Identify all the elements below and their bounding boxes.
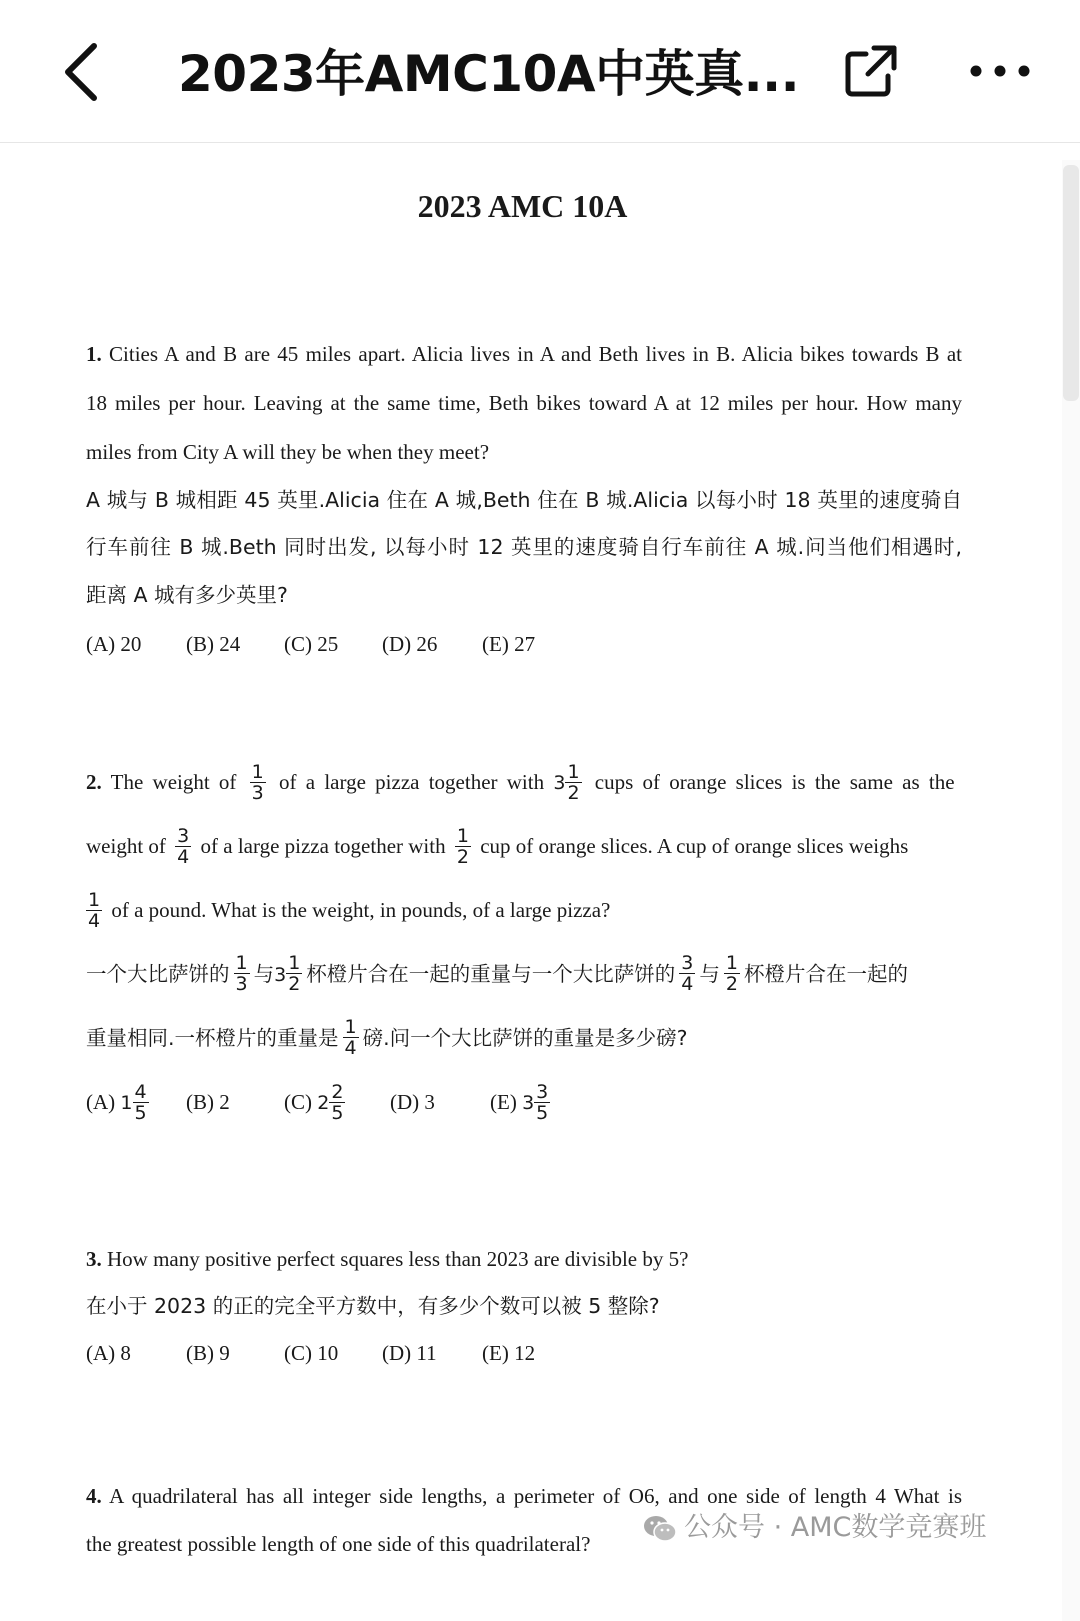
q3-text: How many positive perfect squares less than 2023 are divisible by 5? — [107, 1247, 689, 1271]
denominator: 2 — [567, 781, 580, 804]
denominator: 2 — [288, 972, 301, 995]
option-e: (E) 27 — [482, 632, 536, 656]
q2-text: of a pound. What is the weight, in pounds, of a large pizza? — [111, 898, 611, 922]
option-a — [86, 1070, 186, 1135]
q2-options — [86, 1070, 962, 1134]
denominator: 2 — [456, 845, 469, 868]
denominator: 3 — [251, 781, 264, 804]
numerator: 1 — [456, 824, 469, 847]
numerator: 1 — [344, 1015, 357, 1038]
option-b: (B) 24 — [186, 632, 241, 656]
question-number: 2. — [86, 770, 102, 794]
numerator: 2 — [331, 1080, 344, 1103]
q2-en-line-3 — [86, 878, 962, 942]
fraction — [679, 953, 695, 994]
denominator: 5 — [134, 1101, 147, 1124]
numerator: 3 — [536, 1080, 549, 1103]
option-label: (C) — [284, 1090, 312, 1114]
option-d: (D) 3 — [390, 1090, 435, 1114]
q2-text: cups of orange slices is the same as the — [594, 770, 955, 794]
q2-cn-text: 杯橙片合在一起的重量与一个大比萨饼的 — [306, 962, 676, 986]
q2-text: of a large pizza together with — [279, 770, 545, 794]
denominator: 5 — [536, 1101, 549, 1124]
q2-en-line-1 — [86, 750, 962, 814]
wechat-icon — [642, 1513, 678, 1545]
question-2 — [86, 750, 962, 1134]
chevron-left-icon — [58, 40, 110, 104]
q1-en-line-1 — [86, 330, 962, 379]
q1-cn-text: 行车前往 B 城.Beth 同时出发, 以每小时 12 英里的速度骑自行车前往 A 城.问当他们相遇时, — [86, 535, 962, 559]
option-c — [284, 1070, 390, 1135]
scrollbar-thumb[interactable] — [1063, 165, 1079, 401]
q2-cn-line-1 — [86, 942, 962, 1006]
q1-en-line-2: 18 miles per hour. Leaving at the same time, Beth bikes toward A at 12 miles per hour. How many — [86, 391, 962, 415]
fraction — [250, 762, 266, 803]
more-dots-icon — [968, 56, 1032, 86]
external-link-icon — [840, 42, 900, 102]
q1-options — [86, 627, 962, 667]
whole-number: 2 — [317, 1092, 330, 1114]
question-number: 1. — [86, 342, 102, 366]
watermark-text: 公众号 · AMC数学竞赛班 — [684, 1512, 987, 1543]
q3-cn-text: 在小于 2023 的正的完全平方数中，有多少个数可以被 5 整除? — [86, 1294, 660, 1318]
fraction — [175, 826, 191, 867]
fraction — [286, 953, 302, 994]
fraction — [86, 890, 102, 931]
numerator: 1 — [288, 951, 301, 974]
more-options-button[interactable] — [968, 56, 1032, 86]
q2-text: The weight of — [110, 770, 237, 794]
numerator: 1 — [235, 951, 248, 974]
q2-cn-text: 杯橙片合在一起的 — [743, 962, 908, 986]
fraction — [329, 1082, 345, 1123]
fraction — [133, 1082, 149, 1123]
option-label: (E) — [490, 1090, 517, 1114]
q4-en-line-2: the greatest possible length of one side of this quadrilateral? — [86, 1532, 591, 1556]
denominator: 4 — [344, 1036, 357, 1059]
option-a: (A) 8 — [86, 1341, 131, 1365]
denominator: 3 — [235, 972, 248, 995]
fraction — [724, 953, 740, 994]
option-c: (C) 10 — [284, 1341, 339, 1365]
denominator: 4 — [681, 972, 694, 995]
q1-cn-text: 距离 A 城有多少英里? — [86, 583, 288, 607]
question-number: 3. — [86, 1247, 102, 1271]
option-b: (B) 2 — [186, 1090, 230, 1114]
numerator: 1 — [251, 760, 264, 783]
q2-text: of a large pizza together with — [200, 834, 446, 858]
q2-cn-text: 一个大比萨饼的 — [86, 962, 230, 986]
fraction — [455, 826, 471, 867]
watermark — [642, 1506, 986, 1550]
q2-cn-text: 磅.问一个大比萨饼的重量是多少磅? — [362, 1026, 688, 1050]
document-title: 2023 AMC 10A — [417, 188, 628, 224]
option-label: (A) — [86, 1090, 116, 1114]
option-d: (D) 26 — [382, 632, 438, 656]
option-c: (C) 25 — [284, 632, 339, 656]
numerator: 1 — [567, 760, 580, 783]
numerator: 3 — [177, 824, 190, 847]
fraction — [343, 1017, 359, 1058]
q1-en-line-3: miles from City A will they be when they meet? — [86, 440, 490, 464]
q1-cn-text: A 城与 B 城相距 45 英里.Alicia 住在 A 城,Beth 住在 B 城.Alicia 以每小时 18 英里的速度骑自 — [86, 488, 962, 512]
numerator: 1 — [88, 888, 101, 911]
q2-en-line-2 — [86, 814, 962, 878]
q3-cn-line — [86, 1282, 962, 1330]
q4-text: A quadrilateral has all integer side lengths, a perimeter of O6, and one side of length 4 What is — [109, 1484, 962, 1508]
top-bar — [0, 0, 1080, 143]
q3-options — [86, 1336, 962, 1376]
denominator: 4 — [177, 845, 190, 868]
question-1 — [86, 330, 962, 667]
q1-cn-line-1 — [86, 477, 962, 523]
denominator: 2 — [725, 972, 738, 995]
question-3 — [86, 1236, 962, 1376]
share-button[interactable] — [840, 42, 900, 102]
q2-cn-text: 与 — [253, 962, 275, 986]
q2-cn-line-2 — [86, 1006, 962, 1070]
option-a: (A) 20 — [86, 632, 142, 656]
fraction — [234, 953, 250, 994]
option-b: (B) 9 — [186, 1341, 230, 1365]
fraction — [534, 1082, 550, 1123]
q1-text: Cities A and B are 45 miles apart. Alicia lives in A and Beth lives in B. Alicia bikes towards B at — [109, 342, 963, 366]
denominator: 5 — [331, 1101, 344, 1124]
option-d: (D) 11 — [382, 1341, 437, 1365]
option-e: (E) 12 — [482, 1341, 536, 1365]
q1-cn-line-2 — [86, 523, 962, 571]
whole-number: 1 — [120, 1092, 133, 1114]
numerator: 3 — [681, 951, 694, 974]
q2-text: weight of — [86, 834, 166, 858]
option-e — [490, 1070, 554, 1135]
denominator: 4 — [88, 909, 101, 932]
q2-text: cup of orange slices. A cup of orange slices weighs — [480, 834, 909, 858]
numerator: 4 — [134, 1080, 147, 1103]
q2-cn-text: 与 — [699, 962, 720, 986]
q2-cn-text: 重量相同.一杯橙片的重量是 — [86, 1026, 339, 1050]
question-number: 4. — [86, 1484, 102, 1508]
numerator: 1 — [725, 951, 738, 974]
whole-number: 3 — [522, 1092, 535, 1114]
whole-number: 3 — [553, 772, 566, 794]
page-title: 2023年AMC10A中英真... — [178, 45, 800, 103]
fraction — [565, 762, 581, 803]
whole-number: 3 — [274, 964, 287, 986]
q3-en-line — [86, 1236, 962, 1282]
q1-cn-line-3 — [86, 571, 962, 619]
back-button[interactable] — [58, 40, 110, 104]
